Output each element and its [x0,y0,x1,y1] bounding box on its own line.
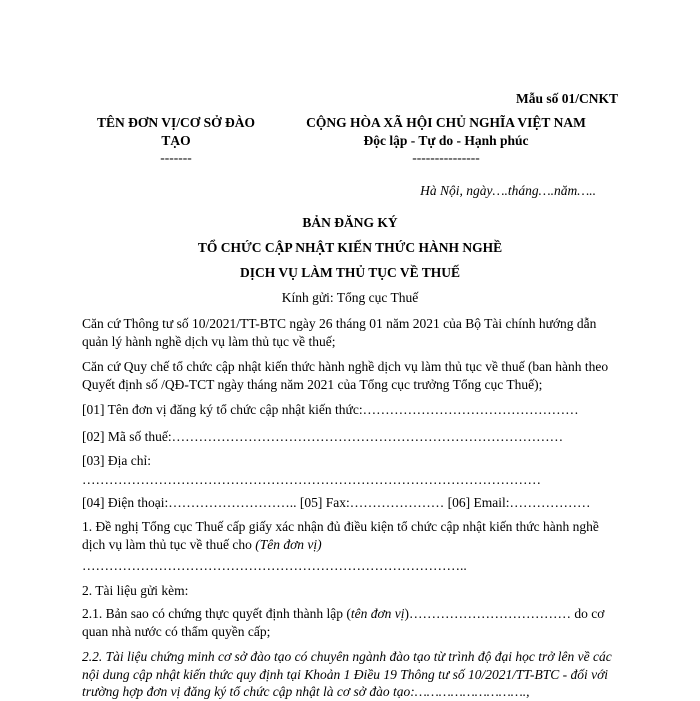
field-04-contact: [04] Điện thoại:……………………….. [05] Fax:………………… [06] Email:……………… [82,495,591,510]
field-03-address-dots: ………………………………………………………………………………………… [82,472,541,487]
legal-basis-1: Căn cứ Thông tư số 10/2021/TT-BTC ngày 26 tháng 01 năm 2021 của Bộ Tài chính hướng dẫn quản lý hành nghề dịch vụ làm thủ tục về thuế; [82,316,597,349]
item-2-1 [82,605,622,640]
item-2-1-text-a: 2.1. Bản sao có chứng thực quyết định thành lập ( [82,606,351,621]
form-code: Mẫu số 01/CNKT [515,91,618,106]
field-03-address-label: [03] Địa chỉ: [82,453,151,468]
item-1-request [82,518,622,553]
national-header [268,114,624,167]
issuer-name [82,114,270,167]
field-02-tax-code: [02] Mã số thuế:…………………………………………………………………………… [82,429,564,444]
document-title-line2: TỔ CHỨC CẬP NHẬT KIẾN THỨC HÀNH NGHỀ [197,240,503,255]
item-2-heading: 2. Tài liệu gửi kèm: [82,583,189,598]
document-title-line1: BẢN ĐĂNG KÝ [302,215,398,230]
legal-basis-2: Căn cứ Quy chế tổ chức cập nhật kiến thức hành nghề dịch vụ làm thủ tục về thuế (ban hành theo Quyết định số /QĐ-TCT ngày tháng năm 2021 của Tổng cục trưởng Tổng cục Thuế); [82,359,609,392]
issuer-name-line2: TẠO [161,132,191,148]
national-motto-line2: Độc lập - Tự do - Hạnh phúc [363,132,529,148]
recipient-line: Kính gửi: Tổng cục Thuế [281,290,419,305]
item-2-1-text-b: )……………………………… do cơ quan nhà nước có thẩm quyền cấp; [82,606,605,639]
item-2-2: 2.2. Tài liệu chứng minh cơ sở đào tạo có chuyên ngành đào tạo từ trình độ đại học trở lên về các nội dung cập nhật kiến thức quy định tại Khoản 1 Điều 19 Thông tư số 10/2021/TT-BTC - đối với trường hợp đơn vị đăng ký tổ chức cập nhật là cơ sở đào tạo:………………………., [82,649,612,700]
document-title-line3: DỊCH VỤ LÀM THỦ TỤC VỀ THUẾ [239,265,461,280]
national-motto-line1: CỘNG HÒA XÃ HỘI CHỦ NGHĨA VIỆT NAM [306,115,586,130]
issuer-name-line1: TÊN ĐƠN VỊ/CƠ SỞ ĐÀO [96,115,256,130]
issuer-rule: ------- [160,150,192,166]
field-01-unit-name: [01] Tên đơn vị đăng ký tổ chức cập nhật kiến thức:………………………………………… [82,402,579,417]
date-line: Hà Nội, ngày….tháng….năm….. [420,183,596,198]
national-rule: --------------- [412,150,480,166]
item-2-1-unit-placeholder: tên đơn vị [350,606,405,621]
item-1-unit-placeholder: (Tên đơn vị) [255,536,322,552]
item-1-text: 1. Đề nghị Tổng cục Thuế cấp giấy xác nhận đủ điều kiện tổ chức cập nhật kiến thức hành nghề dịch vụ làm thủ tục về thuế cho [82,519,599,552]
item-1-dots: ………………………………………………………………………….. [82,558,467,573]
